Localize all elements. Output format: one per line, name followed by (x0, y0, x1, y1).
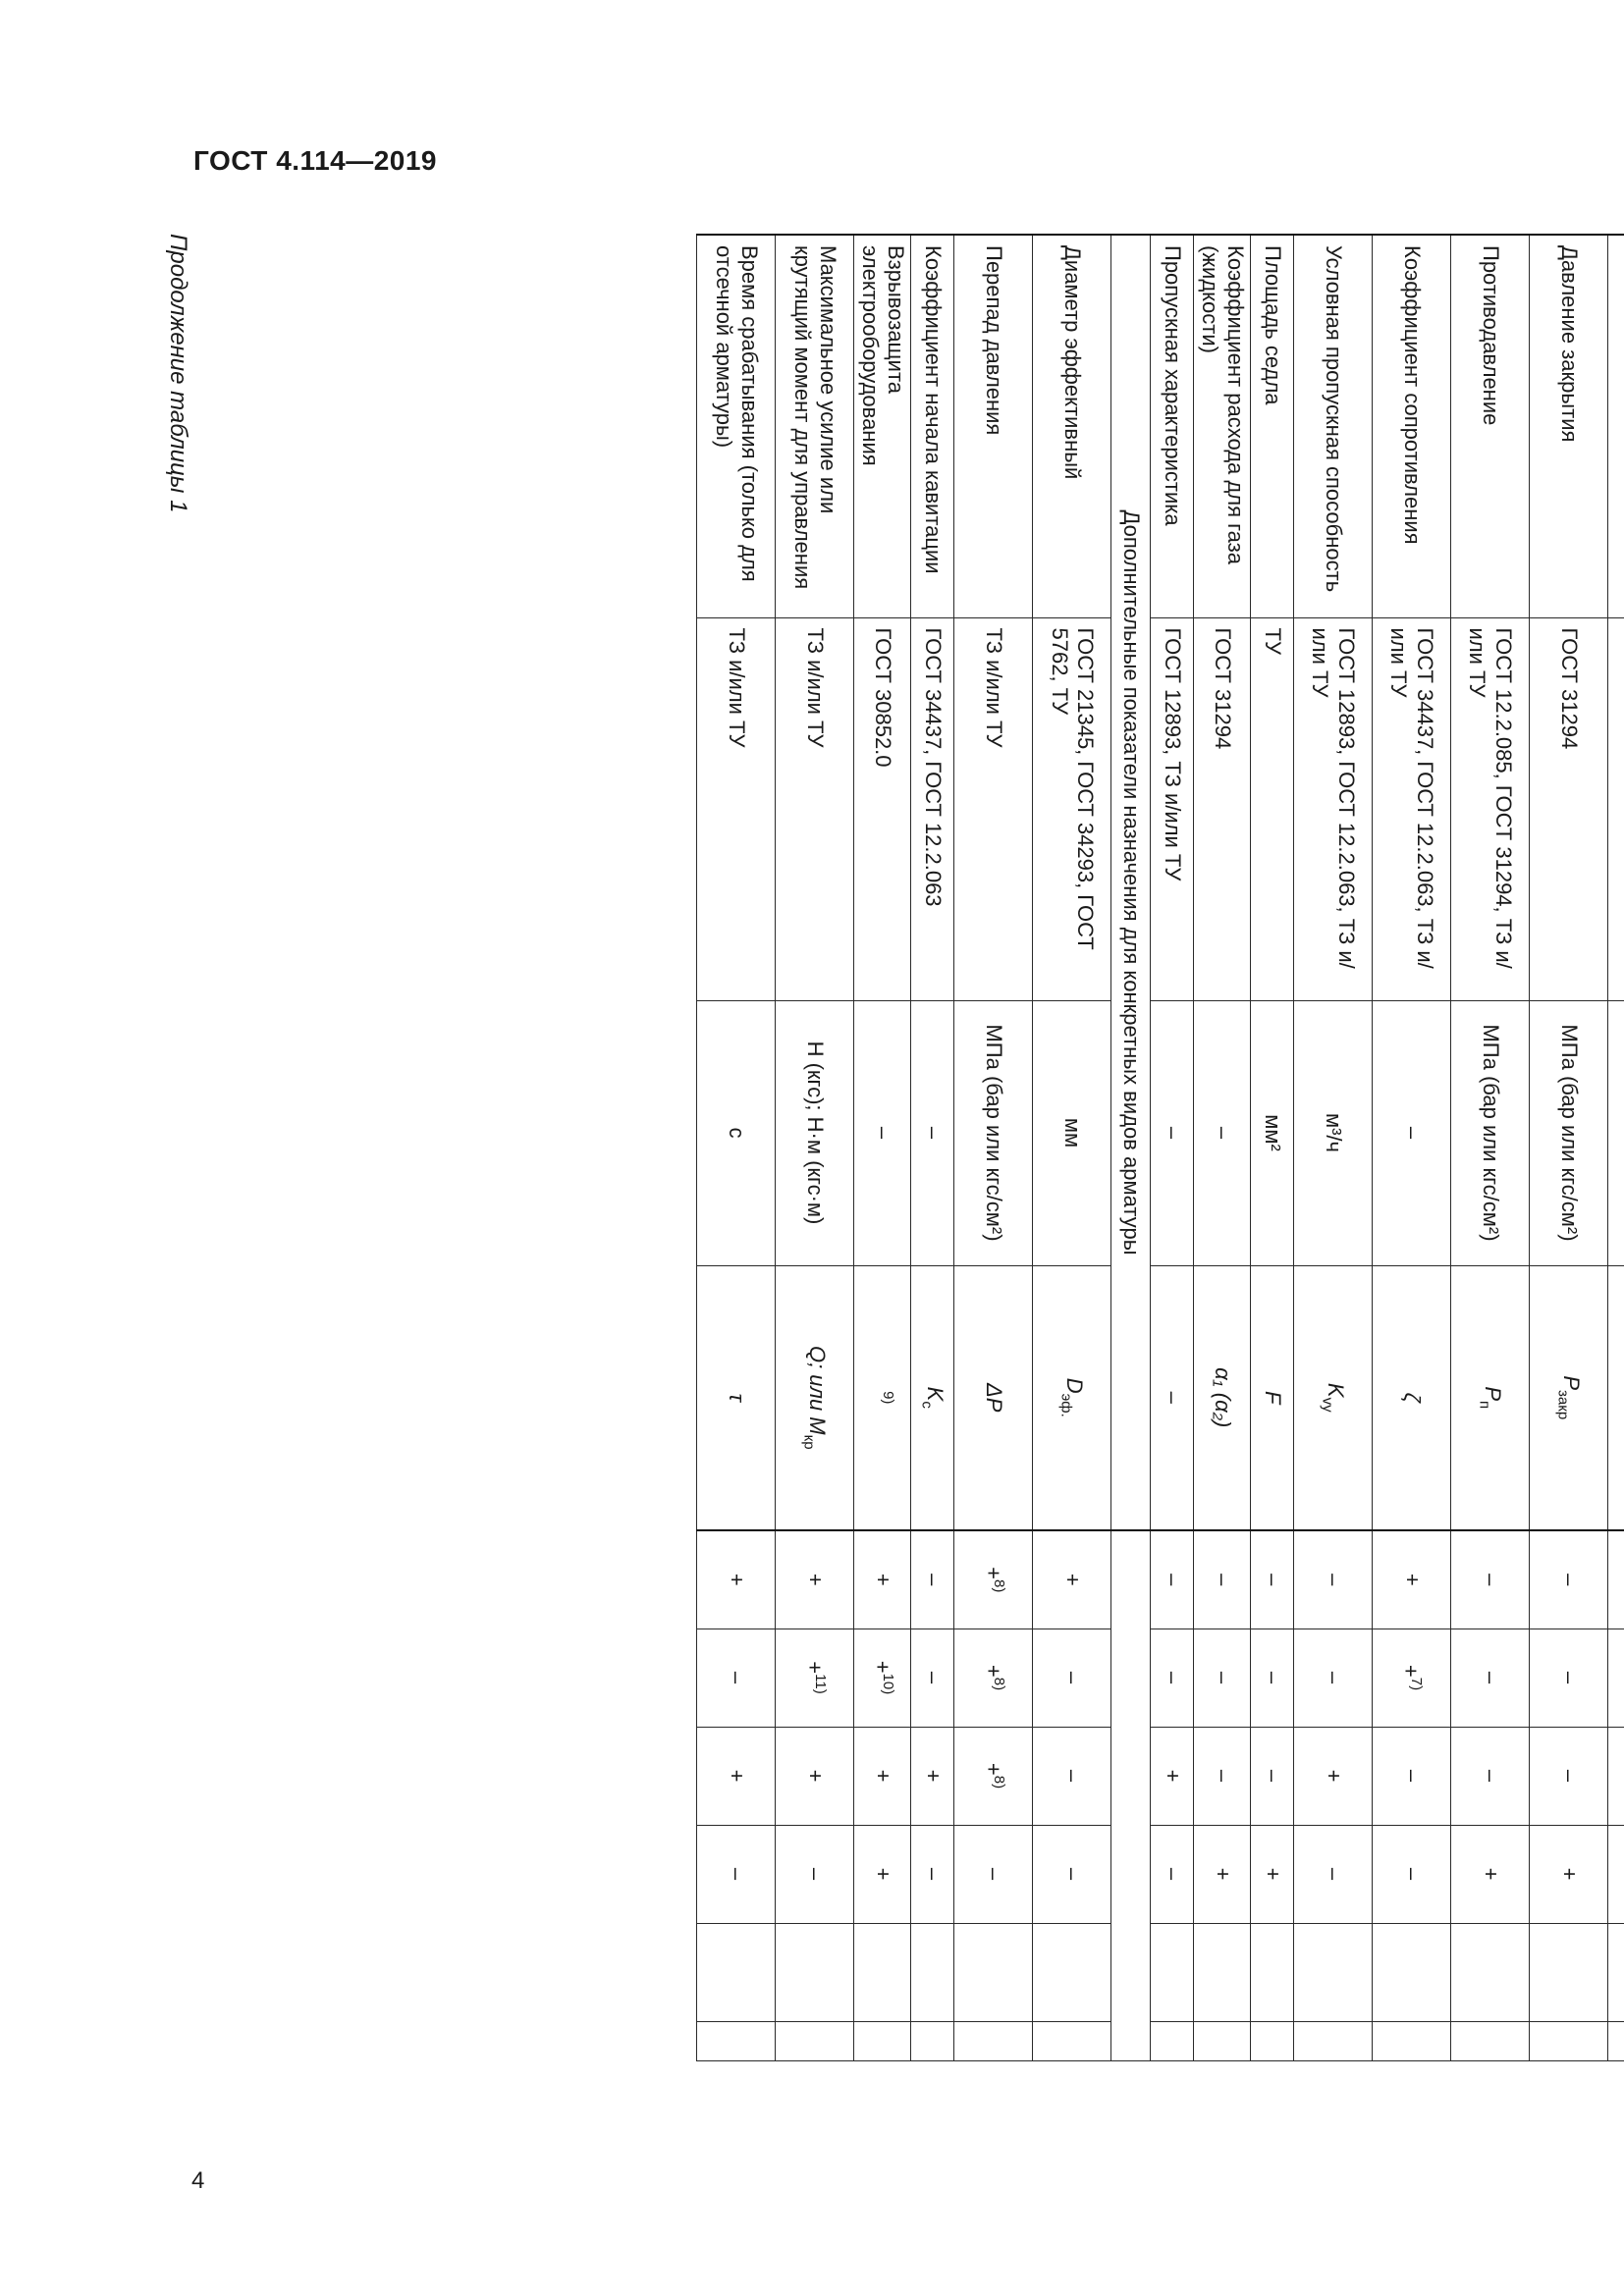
cell-name: Коэффициент сопротивления (1373, 235, 1451, 617)
cell-unit (1608, 1000, 1624, 1265)
cell-document: ГОСТ 30852.0 (854, 617, 911, 1000)
cell-mark (697, 1825, 776, 1923)
section-title: Дополнительные показатели назначения для конкретных видов арматуры (1111, 235, 1151, 1530)
mark-value: + (1399, 1573, 1425, 1586)
cell-mark (1151, 1530, 1194, 1629)
cell-name: Коэффициент расхода для газа (жидкости) (1194, 235, 1251, 617)
mark-value: + (725, 1769, 750, 1783)
cell-name (1608, 235, 1624, 617)
cell-symbol (1033, 1265, 1111, 1530)
table-body-main (1151, 235, 1624, 2060)
mark-value: + (871, 1573, 896, 1586)
symbol-main: Q; или M (805, 1345, 831, 1435)
cell-mark (1451, 1629, 1530, 1727)
cell-name: Перепад давления (954, 235, 1033, 617)
symbol-footnote: 9) (879, 1391, 896, 1405)
cell-symbol (1530, 1265, 1608, 1530)
mark-value: + (1478, 1867, 1503, 1881)
cell-unit: МПа (бар или кгс/см²) (1530, 1000, 1608, 1265)
symbol-main: – (1160, 1391, 1185, 1404)
mark-value: – (1399, 1867, 1425, 1881)
cell-unit: МПа (бар или кгс/см²) (954, 1000, 1033, 1265)
symbol-subscript: vy (1319, 1397, 1336, 1413)
cell-symbol (697, 1265, 776, 1530)
cell-mark (1151, 1825, 1194, 1923)
cell-name: Коэффициент начала кавитации (911, 235, 954, 617)
cell-mark (854, 1727, 911, 1825)
cell-document: ТЗ и/или ТУ (776, 617, 854, 1000)
mark-value: – (1260, 1671, 1285, 1684)
cell-symbol (1151, 1265, 1194, 1530)
mark-value: – (1556, 1671, 1582, 1684)
mark-value: – (1260, 1769, 1285, 1783)
cell-name: Условная пропускная способность (1294, 235, 1373, 617)
cell-symbol (776, 1265, 854, 1530)
mark-value: – (920, 1574, 946, 1586)
mark-value: + (920, 1769, 946, 1783)
symbol-main: K (922, 1386, 947, 1402)
cell-name: Диаметр эффективный (1033, 235, 1111, 617)
mark-value: – (1210, 1574, 1235, 1586)
table-row (1373, 235, 1451, 2060)
cell-mark (954, 1530, 1033, 1629)
mark-value: – (1478, 1574, 1503, 1586)
mark-value: – (1260, 1574, 1285, 1586)
table-row (1608, 235, 1624, 2060)
cell-mark (911, 1825, 954, 1923)
mark-value: – (920, 1867, 946, 1881)
cell-name: Давление закрытия (1530, 235, 1608, 617)
cell-symbol (1608, 1265, 1624, 1530)
mark-value: – (1556, 1769, 1582, 1783)
cell-symbol (954, 1265, 1033, 1530)
cell-mark (1194, 1629, 1251, 1727)
mark-value: + (981, 1664, 1006, 1678)
table-row (1451, 235, 1530, 2060)
cell-name: Пропускная характеристика (1151, 235, 1194, 617)
cell-mark (1151, 1629, 1194, 1727)
cell-document: ТЗ и/или ТУ (954, 617, 1033, 1000)
symbol-subscript: эф. (1057, 1393, 1075, 1417)
cell-mark (1251, 1629, 1294, 1727)
table-row (1251, 235, 1294, 2060)
mark-value: – (1059, 1769, 1085, 1783)
cell-unit: м³/ч (1294, 1000, 1373, 1265)
mark-footnote: 11) (811, 1674, 829, 1694)
cell-symbol (1373, 1265, 1451, 1530)
table-body-extra (697, 235, 1111, 2060)
symbol-subscript: п (1476, 1401, 1493, 1410)
table-row (854, 235, 911, 2060)
cell-unit: – (911, 1000, 954, 1265)
mark-value: + (981, 1762, 1006, 1776)
cell-document: ГОСТ 12893, ГОСТ 12.2.063, ТЗ и/или ТУ (1294, 617, 1373, 1000)
cell-symbol (911, 1265, 954, 1530)
cell-mark (954, 1629, 1033, 1727)
symbol-subscript: кр (800, 1434, 818, 1450)
cell-mark (1033, 1530, 1111, 1629)
cell-mark (1608, 1825, 1624, 1923)
mark-value: + (871, 1769, 896, 1783)
cell-document: ГОСТ 31294 (1194, 617, 1251, 1000)
page-number: 4 (191, 2167, 205, 2194)
symbol-subscript: закр (1554, 1390, 1572, 1420)
cell-mark (1294, 1825, 1373, 1923)
symbol-main: α₁ (α₂) (1210, 1367, 1235, 1428)
cell-mark (1530, 1825, 1608, 1923)
cell-document: ТУ (1251, 617, 1294, 1000)
symbol-main: F (1260, 1391, 1285, 1405)
mark-value: + (1399, 1664, 1425, 1678)
cell-mark (911, 1629, 954, 1727)
cell-name: Площадь седла (1251, 235, 1294, 617)
symbol-main: ΔP (981, 1383, 1006, 1413)
symbol-main: ζ (1399, 1392, 1425, 1403)
table-row (1294, 235, 1373, 2060)
table-row (1194, 235, 1251, 2060)
cell-symbol (1451, 1265, 1530, 1530)
cell-unit: – (1373, 1000, 1451, 1265)
cell-mark (1294, 1530, 1373, 1629)
cell-mark (911, 1530, 954, 1629)
cell-mark (1530, 1530, 1608, 1629)
cell-mark (1294, 1727, 1373, 1825)
cell-mark (1194, 1530, 1251, 1629)
mark-value: + (725, 1573, 750, 1586)
cell-unit: мм (1033, 1000, 1111, 1265)
cell-symbol (854, 1265, 911, 1530)
cell-mark (1373, 1629, 1451, 1727)
cell-mark (854, 1629, 911, 1727)
symbol-subscript: c (918, 1401, 936, 1409)
indicators-table (696, 234, 1624, 2061)
mark-value: – (725, 1671, 750, 1684)
cell-name: Взрывозащита электрооборудования (854, 235, 911, 617)
cell-unit: – (1194, 1000, 1251, 1265)
cell-name: Время срабатывания (только для отсечной арматуры) (697, 235, 776, 617)
cell-unit: – (854, 1000, 911, 1265)
cell-mark (697, 1727, 776, 1825)
mark-value: – (1210, 1769, 1235, 1783)
table-row (1151, 235, 1194, 2060)
mark-value: – (1059, 1671, 1085, 1684)
cell-mark (854, 1825, 911, 1923)
cell-document: ГОСТ 21345, ГОСТ 34293, ГОСТ 5762, ТУ (1033, 617, 1111, 1000)
cell-mark (1608, 1530, 1624, 1629)
table-row (1530, 235, 1608, 2060)
cell-mark (1033, 1727, 1111, 1825)
cell-name: Противодавление (1451, 235, 1530, 617)
mark-footnote: 7) (1408, 1677, 1426, 1691)
mark-value: + (802, 1661, 828, 1675)
symbol-main: D (1061, 1377, 1087, 1394)
symbol-main: K (1323, 1382, 1348, 1398)
cell-mark (854, 1530, 911, 1629)
cell-mark (1451, 1825, 1530, 1923)
mark-value: – (1210, 1671, 1235, 1684)
cell-mark (1194, 1825, 1251, 1923)
mark-value: + (1260, 1867, 1285, 1881)
mark-value: – (1399, 1769, 1425, 1783)
symbol-main: τ (725, 1393, 750, 1402)
cell-mark (1033, 1825, 1111, 1923)
mark-value: – (1160, 1867, 1185, 1881)
cell-document: ГОСТ 34437, ГОСТ 12.2.063, ТЗ и/или ТУ (1373, 617, 1451, 1000)
mark-value: – (1321, 1574, 1346, 1586)
table-row (1033, 235, 1111, 2060)
mark-value: – (1556, 1574, 1582, 1586)
cell-mark (1608, 1629, 1624, 1727)
cell-symbol (1294, 1265, 1373, 1530)
mark-footnote: 8) (990, 1775, 1007, 1789)
cell-name: Максимальное усилие или крутящий момент для управления (776, 235, 854, 617)
cell-unit: с (697, 1000, 776, 1265)
cell-mark (1373, 1530, 1451, 1629)
mark-value: + (1059, 1573, 1085, 1586)
mark-value: – (1059, 1867, 1085, 1881)
cell-mark (1151, 1727, 1194, 1825)
mark-footnote: 8) (990, 1579, 1007, 1593)
rotated-table-area (98, 234, 1624, 2059)
mark-value: – (981, 1867, 1006, 1881)
cell-mark (776, 1530, 854, 1629)
mark-footnote: 8) (990, 1677, 1007, 1691)
cell-mark (697, 1530, 776, 1629)
mark-value: + (981, 1567, 1006, 1580)
table-row (954, 235, 1033, 2060)
cell-mark (1451, 1727, 1530, 1825)
mark-value: + (1210, 1867, 1235, 1881)
cell-document: ГОСТ 12.2.085, ГОСТ 31294, ТЗ и/или ТУ (1451, 617, 1530, 1000)
mark-value: – (1321, 1867, 1346, 1881)
cell-mark (776, 1825, 854, 1923)
mark-value: – (1160, 1574, 1185, 1586)
cell-mark (954, 1727, 1033, 1825)
table-row (776, 235, 854, 2060)
cell-mark (1194, 1727, 1251, 1825)
mark-value: – (1478, 1671, 1503, 1684)
cell-mark (1373, 1825, 1451, 1923)
mark-value: + (871, 1867, 896, 1881)
cell-mark (697, 1629, 776, 1727)
cell-mark (1608, 1727, 1624, 1825)
mark-value: + (1321, 1769, 1346, 1783)
cell-symbol (1194, 1265, 1251, 1530)
mark-value: + (803, 1573, 829, 1586)
mark-value: – (803, 1867, 829, 1881)
cell-mark (776, 1727, 854, 1825)
mark-value: – (1160, 1671, 1185, 1684)
mark-value: – (1321, 1671, 1346, 1684)
mark-value: + (870, 1660, 895, 1674)
document-title: ГОСТ 4.114—2019 (193, 145, 438, 176)
table-row (911, 235, 954, 2060)
mark-value: – (920, 1671, 946, 1684)
table-caption: Продолжение таблицы 1 (165, 234, 191, 513)
cell-mark (1251, 1825, 1294, 1923)
cell-mark (954, 1825, 1033, 1923)
cell-mark (776, 1629, 854, 1727)
mark-value: – (1478, 1769, 1503, 1783)
cell-document: ГОСТ 12893, ТЗ и/или ТУ (1151, 617, 1194, 1000)
cell-mark (1530, 1629, 1608, 1727)
cell-unit: Н (кгс); Н·м (кгс·м) (776, 1000, 854, 1265)
cell-document: ГОСТ 34437, ГОСТ 12.2.063 (911, 617, 954, 1000)
table-row (697, 235, 776, 2060)
cell-mark (1530, 1727, 1608, 1825)
cell-mark (1294, 1629, 1373, 1727)
cell-unit: мм² (1251, 1000, 1294, 1265)
symbol-main: P (1480, 1386, 1505, 1402)
symbol-main: P (1558, 1375, 1584, 1391)
cell-document: ТЗ и/или ТУ (697, 617, 776, 1000)
cell-mark (1251, 1530, 1294, 1629)
cell-mark (1251, 1727, 1294, 1825)
cell-symbol (1251, 1265, 1294, 1530)
mark-value: – (725, 1867, 750, 1881)
cell-document: ГОСТ 31294 (1530, 617, 1608, 1000)
cell-mark (911, 1727, 954, 1825)
cell-mark (1033, 1629, 1111, 1727)
cell-mark (1451, 1530, 1530, 1629)
mark-footnote: 10) (879, 1673, 896, 1695)
mark-value: + (803, 1769, 829, 1783)
mark-value: + (1556, 1867, 1582, 1881)
cell-document (1608, 617, 1624, 1000)
mark-value: + (1160, 1769, 1185, 1783)
cell-mark (1373, 1727, 1451, 1825)
cell-unit: МПа (бар или кгс/см²) (1451, 1000, 1530, 1265)
cell-unit: – (1151, 1000, 1194, 1265)
